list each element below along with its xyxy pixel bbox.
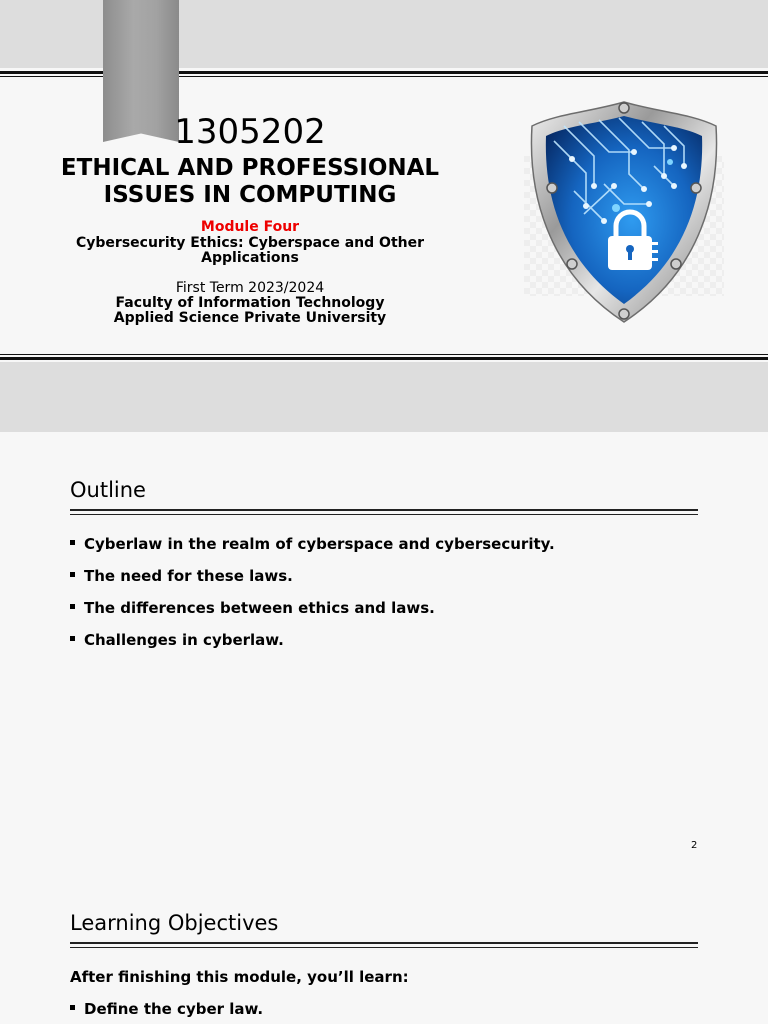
cyber-shield-lock-icon — [524, 96, 724, 326]
footer-rule-thin — [0, 354, 768, 355]
objectives-heading-rule — [70, 942, 698, 948]
objectives-heading: Learning Objectives — [70, 911, 279, 935]
faculty-label: Faculty of Information Technology — [115, 295, 385, 311]
title-block — [40, 112, 460, 326]
bullet-icon — [70, 572, 75, 577]
module-label: Module Four — [200, 219, 300, 235]
objectives-intro: After finishing this module, you’ll learn: — [70, 968, 409, 986]
objective-item: Define the cyber law. — [70, 1000, 263, 1018]
bullet-icon — [70, 636, 75, 641]
outline-item: Challenges in cyberlaw. — [70, 631, 555, 649]
bullet-icon — [70, 1005, 75, 1010]
bullet-icon — [70, 540, 75, 545]
bullet-icon — [70, 604, 75, 609]
footer-rule-thick — [0, 357, 768, 360]
title-slide — [0, 0, 768, 432]
outline-item: The need for these laws. — [70, 567, 555, 585]
university-label: Applied Science Private University — [113, 310, 387, 326]
outline-item: The differences between ethics and laws. — [70, 599, 555, 617]
objectives-list — [70, 1000, 263, 1018]
page-number: 2 — [691, 840, 698, 851]
outline-item: Cyberlaw in the realm of cyberspace and cybersecurity. — [70, 535, 555, 553]
outline-heading: Outline — [70, 478, 146, 502]
course-title: ETHICAL AND PROFESSIONAL ISSUES IN COMPUTING — [60, 155, 440, 208]
footer-band — [0, 362, 768, 432]
outline-heading-rule — [70, 509, 698, 515]
module-subtitle: Cybersecurity Ethics: Cyberspace and Other Applications — [76, 235, 424, 266]
outline-list — [70, 535, 555, 649]
course-code: 1305202 — [174, 112, 326, 152]
term-label: First Term 2023/2024 — [175, 280, 325, 296]
